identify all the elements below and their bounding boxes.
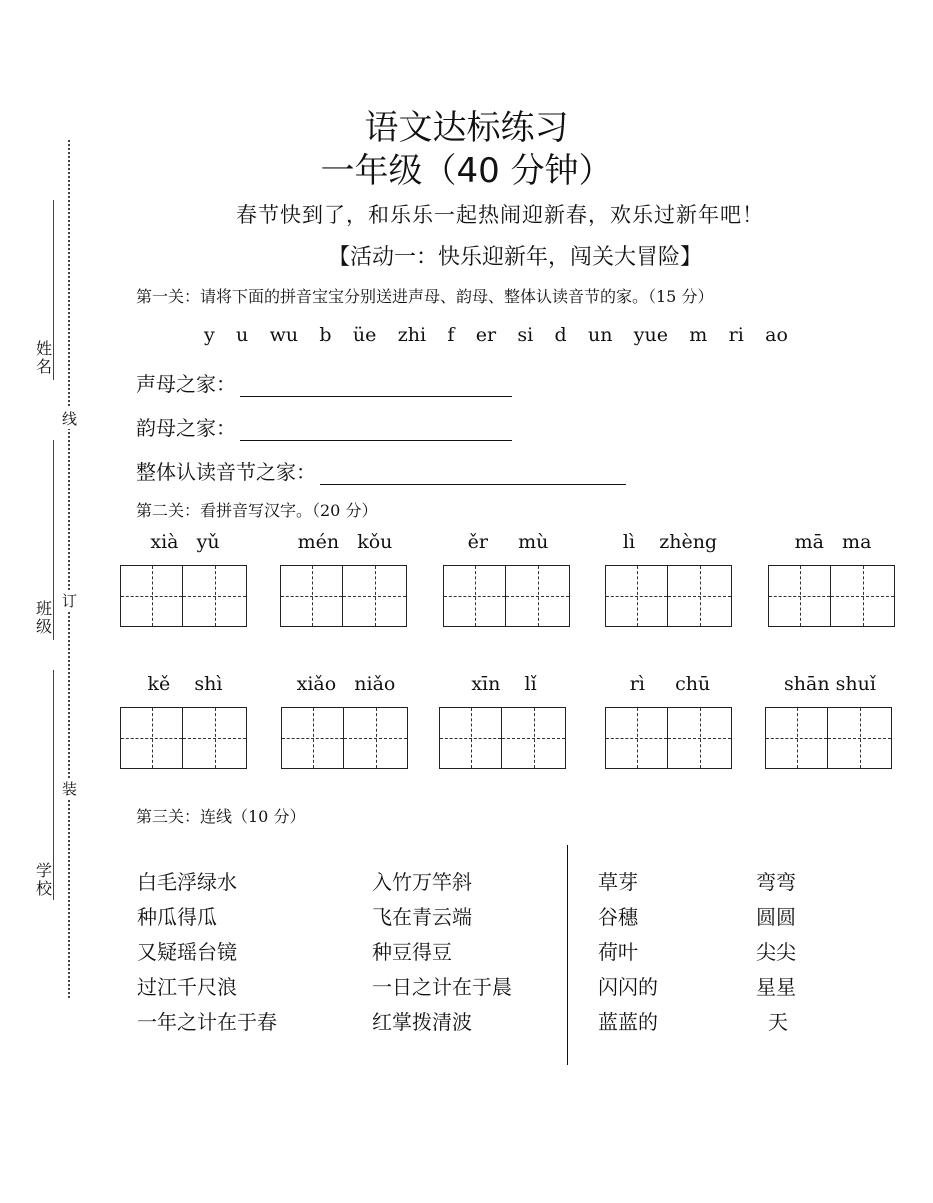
tianzige-cell[interactable]	[281, 707, 344, 769]
tianzige-cell[interactable]	[439, 707, 502, 769]
match-item[interactable]: 圆圆	[756, 905, 796, 929]
page-title: 语文达标练习	[364, 108, 569, 148]
word-pinyin: xiǎo niǎo	[296, 673, 396, 695]
syllable: yue	[633, 324, 668, 346]
word-pinyin: lì zhèng	[622, 531, 718, 553]
tianzige-cell[interactable]	[828, 707, 892, 769]
match-item[interactable]: 一年之计在于春	[137, 1010, 277, 1034]
match-item[interactable]: 荷叶	[598, 940, 638, 964]
match-column-2	[372, 865, 512, 1040]
tianzige-cell[interactable]	[605, 565, 668, 627]
match-column-1	[137, 865, 277, 1040]
writing-grid	[605, 707, 735, 769]
word-item	[443, 531, 573, 627]
syllable: b	[319, 324, 332, 346]
activity-heading: 【活动一：快乐迎新年，闯关大冒险】	[327, 245, 702, 270]
syllable: wu	[269, 324, 299, 346]
match-item[interactable]: 飞在青云端	[372, 905, 472, 929]
whole-syllable-answer-line[interactable]	[320, 462, 626, 485]
tianzige-cell[interactable]	[183, 707, 247, 769]
finals-fill	[136, 412, 512, 441]
tianzige-cell[interactable]	[280, 565, 343, 627]
writing-grid	[120, 565, 250, 627]
syllable: d	[554, 324, 567, 346]
tianzige-cell[interactable]	[120, 707, 183, 769]
word-pinyin: ěr mù	[467, 531, 549, 553]
match-item[interactable]: 白毛浮绿水	[137, 870, 237, 894]
tianzige-cell[interactable]	[343, 565, 407, 627]
word-item	[120, 673, 250, 769]
match-item[interactable]: 谷穗	[598, 905, 638, 929]
syllable: f	[447, 324, 455, 346]
tianzige-cell[interactable]	[183, 565, 247, 627]
match-item[interactable]: 尖尖	[756, 940, 796, 964]
whole-syllable-label: 整体认读音节之家：	[136, 460, 316, 484]
tianzige-cell[interactable]	[831, 565, 895, 627]
tianzige-cell[interactable]	[506, 565, 570, 627]
tianzige-cell[interactable]	[668, 565, 732, 627]
syllable-row	[136, 324, 856, 346]
match-item[interactable]: 蓝蓝的	[598, 1010, 658, 1034]
school-label: 学校	[35, 861, 52, 898]
tianzige-cell[interactable]	[502, 707, 566, 769]
match-item[interactable]: 星星	[756, 975, 796, 999]
word-pinyin: kě shì	[147, 673, 223, 695]
match-item[interactable]: 草芽	[598, 870, 638, 894]
writing-grid	[605, 565, 735, 627]
word-item	[605, 673, 735, 769]
match-item[interactable]: 天	[768, 1010, 788, 1034]
syllable: y	[204, 324, 215, 346]
match-item[interactable]: 弯弯	[756, 870, 796, 894]
tianzige-cell[interactable]	[668, 707, 732, 769]
syllable: m	[689, 324, 708, 346]
column-divider	[567, 845, 568, 1065]
writing-grid	[768, 565, 898, 627]
word-item	[768, 531, 898, 627]
word-item	[281, 673, 411, 769]
syllable: zhi	[397, 324, 427, 346]
match-column-4	[756, 865, 796, 1040]
writing-grid	[765, 707, 895, 769]
whole-syllable-fill	[136, 456, 626, 485]
q3-title: 第三关：连线（10 分）	[136, 807, 306, 826]
class-label: 班级	[35, 599, 52, 636]
cut-line-char: 订	[62, 592, 78, 610]
match-item[interactable]: 闪闪的	[598, 975, 658, 999]
tianzige-cell[interactable]	[765, 707, 828, 769]
writing-grid	[443, 565, 573, 627]
tianzige-cell[interactable]	[120, 565, 183, 627]
intro-text: 春节快到了，和乐乐一起热闹迎新春，欢乐过新年吧！	[236, 203, 764, 227]
word-pinyin: mén kǒu	[297, 531, 393, 553]
name-label: 姓名	[35, 339, 52, 376]
syllable: ri	[728, 324, 744, 346]
match-item[interactable]: 种瓜得瓜	[137, 905, 217, 929]
syllable: u	[236, 324, 249, 346]
writing-grid	[280, 565, 410, 627]
word-pinyin: xīn lǐ	[471, 673, 537, 695]
word-pinyin: rì chū	[629, 673, 711, 695]
word-pinyin: shān shuǐ	[784, 673, 876, 695]
syllable: üe	[352, 324, 377, 346]
initials-label: 声母之家：	[136, 372, 236, 396]
writing-grid	[120, 707, 250, 769]
cut-line-char: 装	[62, 780, 78, 798]
word-pinyin: xià yǔ	[150, 531, 220, 553]
cut-line-char: 线	[62, 410, 78, 428]
finals-answer-line[interactable]	[240, 418, 512, 441]
finals-label: 韵母之家：	[136, 416, 236, 440]
tianzige-cell[interactable]	[443, 565, 506, 627]
tianzige-cell[interactable]	[605, 707, 668, 769]
syllable: si	[517, 324, 534, 346]
tianzige-cell[interactable]	[344, 707, 408, 769]
match-item[interactable]: 红掌拨清波	[372, 1010, 472, 1034]
word-item	[120, 531, 250, 627]
word-pinyin: mā ma	[794, 531, 872, 553]
initials-answer-line[interactable]	[240, 374, 512, 397]
match-column-3	[598, 865, 658, 1040]
syllable: er	[475, 324, 497, 346]
word-item	[765, 673, 895, 769]
q2-title: 第二关：看拼音写汉字。（20 分）	[136, 501, 378, 520]
syllable: un	[587, 324, 613, 346]
syllable: ao	[765, 324, 788, 346]
writing-grid	[281, 707, 411, 769]
writing-grid	[439, 707, 569, 769]
q1-title: 第一关：请将下面的拼音宝宝分别送进声母、韵母、整体认读音节的家。（15 分）	[136, 287, 714, 306]
initials-fill	[136, 368, 512, 397]
match-item[interactable]: 又疑瑶台镜	[137, 940, 237, 964]
page-subtitle: 一年级（40 分钟）	[320, 151, 613, 191]
word-item	[605, 531, 735, 627]
word-item	[439, 673, 569, 769]
match-item[interactable]: 一日之计在于晨	[372, 975, 512, 999]
word-item	[280, 531, 410, 627]
match-item[interactable]: 种豆得豆	[372, 940, 452, 964]
match-item[interactable]: 过江千尺浪	[137, 975, 237, 999]
tianzige-cell[interactable]	[768, 565, 831, 627]
match-item[interactable]: 入竹万竿斜	[372, 870, 472, 894]
